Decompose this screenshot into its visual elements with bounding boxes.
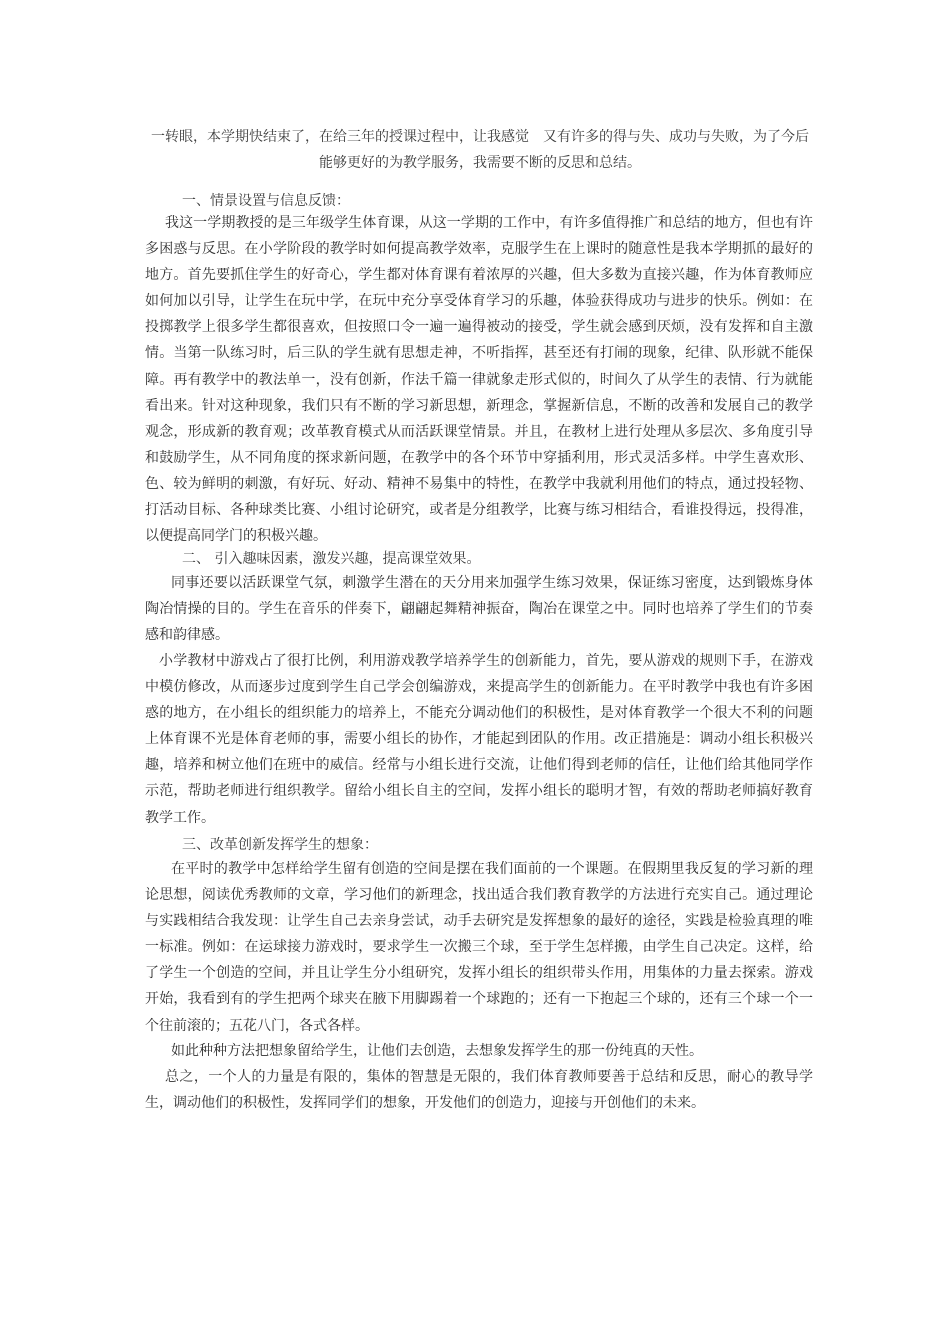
section-3-paragraph-1: 在平时的教学中怎样给学生留有创造的空间是摆在我们面前的一个课题。在假期里我反复的学习新的理论思想，阅读优秀教师的文章，学习他们的新理念，找出适合我们教育教学的方法进行充实自己。通过理论与实践相结合我发现：让学生自己去亲身尝试，动手去研究是发挥想象的最好的途径，实践是检验真理的唯一标准。例如：在运球接力游戏时，要求学生一次搬三个球，至于学生怎样搬，由学生自己决定。这样，给了学生一个创造的空间，并且让学生分小组研究，发挥小组长的组织带头作用，用集体的力量去探索。游戏开始，我看到有的学生把两个球夹在腋下用脚踢着一个球跑的；还有一下抱起三个球的，还有三个球一个一个往前滚的；五花八门，各式各样。: [145, 861, 813, 1034]
section-3-paragraph-2: 如此种种方法把想象留给学生，让他们去创造，去想象发挥学生的那一份纯真的天性。: [171, 1043, 703, 1059]
section-1-paragraph-1: 我这一学期教授的是三年级学生体育课，从这一学期的工作中，有许多值得推广和总结的地方，但也有许多困惑与反思。在小学阶段的教学时如何提高教学效率，克服学生在上课时的随意性是我本学期抓的最好的地方。首先要抓住学生的好奇心，学生都对体育课有着浓厚的兴趣，但大多数为直接兴趣，作为体育教师应如何加以引导，让学生在玩中学，在玩中充分享受体育学习的乐趣，体验获得成功与进步的快乐。例如：在投掷教学上很多学生都很喜欢，但按照口令一遍一遍得被动的接受，学生就会感到厌烦，没有发挥和自主激情。当第一队练习时，后三队的学生就有思想走神，不听指挥，甚至还有打闹的现象，纪律、队形就不能保障。再有教学中的教法单一，没有创新，作法千篇一律就象走形式似的，时间久了从学生的表情、行为就能看出来。针对这种现象，我们只有不断的学习新思想，新理念，掌握新信息，不断的改善和发展自己的教学观念，形成新的教育观；改革教育模式从而活跃课堂情景。并且，在教材上进行处理从多层次、多角度引导和鼓励学生，从不同角度的探求新问题，在教学中的各个环节中穿插利用，形式灵活多样。中学生喜欢形、色、较为鲜明的刺激，有好玩、好动、精神不易集中的特性，在教学中我就利用他们的特点，通过投轻物、打活动目标、各种球类比赛、小组讨论研究，或者是分组教学，比赛与练习相结合，看谁投得远，投得准，以便提高同学门的积极兴趣。: [145, 215, 813, 545]
section-heading-1: 一、情景设置与信息反馈：: [182, 193, 350, 209]
section-3-paragraph-3: 总之，一个人的力量是有限的，集体的智慧是无限的，我们体育教师要善于总结和反思，耐心的教导学生，调动他们的积极性，发挥同学们的想象，开发他们的创造力，迎接与开创他们的未来。: [145, 1069, 813, 1112]
section-2-paragraph-2: 小学教材中游戏占了很打比例，利用游戏教学培养学生的创新能力，首先，要从游戏的规则下手，在游戏中模仿修改，从而逐步过度到学生自己学会创编游戏，来提高学生的创新能力。在平时教学中我也有许多困惑的地方，在小组长的组织能力的培养上，不能充分调动他们的积极性，是对体育教学一个很大不利的问题上体育课不光是体育老师的事，需要小组长的协作，才能起到团队的作用。改正措施是：调动小组长积极兴趣，培养和树立他们在班中的威信。经常与小组长进行交流，让他们得到老师的信任，让他们给其他同学作示范，帮助老师进行组织教学。留给小组长自主的空间，发挥小组长的聪明才智，有效的帮助老师搞好教育教学工作。: [145, 653, 813, 826]
section-heading-3: 三、改革创新发挥学生的想象：: [182, 837, 378, 853]
intro-paragraph: 一转眼，本学期快结束了，在给三年的授课过程中，让我感觉 又有许多的得与失、成功与失败，为了今后能够更好的为教学服务，我需要不断的反思和总结。: [151, 129, 809, 171]
section-2-paragraph-1: 同事还要以活跃课堂气氛，刺激学生潜在的天分用来加强学生练习效果，保证练习密度，达到锻炼身体陶冶情操的目的。学生在音乐的伴奏下，翩翩起舞精神振奋，陶冶在课堂之中。同时也培养了学生们的节奏感和韵律感。: [145, 575, 813, 644]
section-heading-2: 二、 引入趣味因素，激发兴趣，提高课堂效果。: [182, 551, 481, 567]
